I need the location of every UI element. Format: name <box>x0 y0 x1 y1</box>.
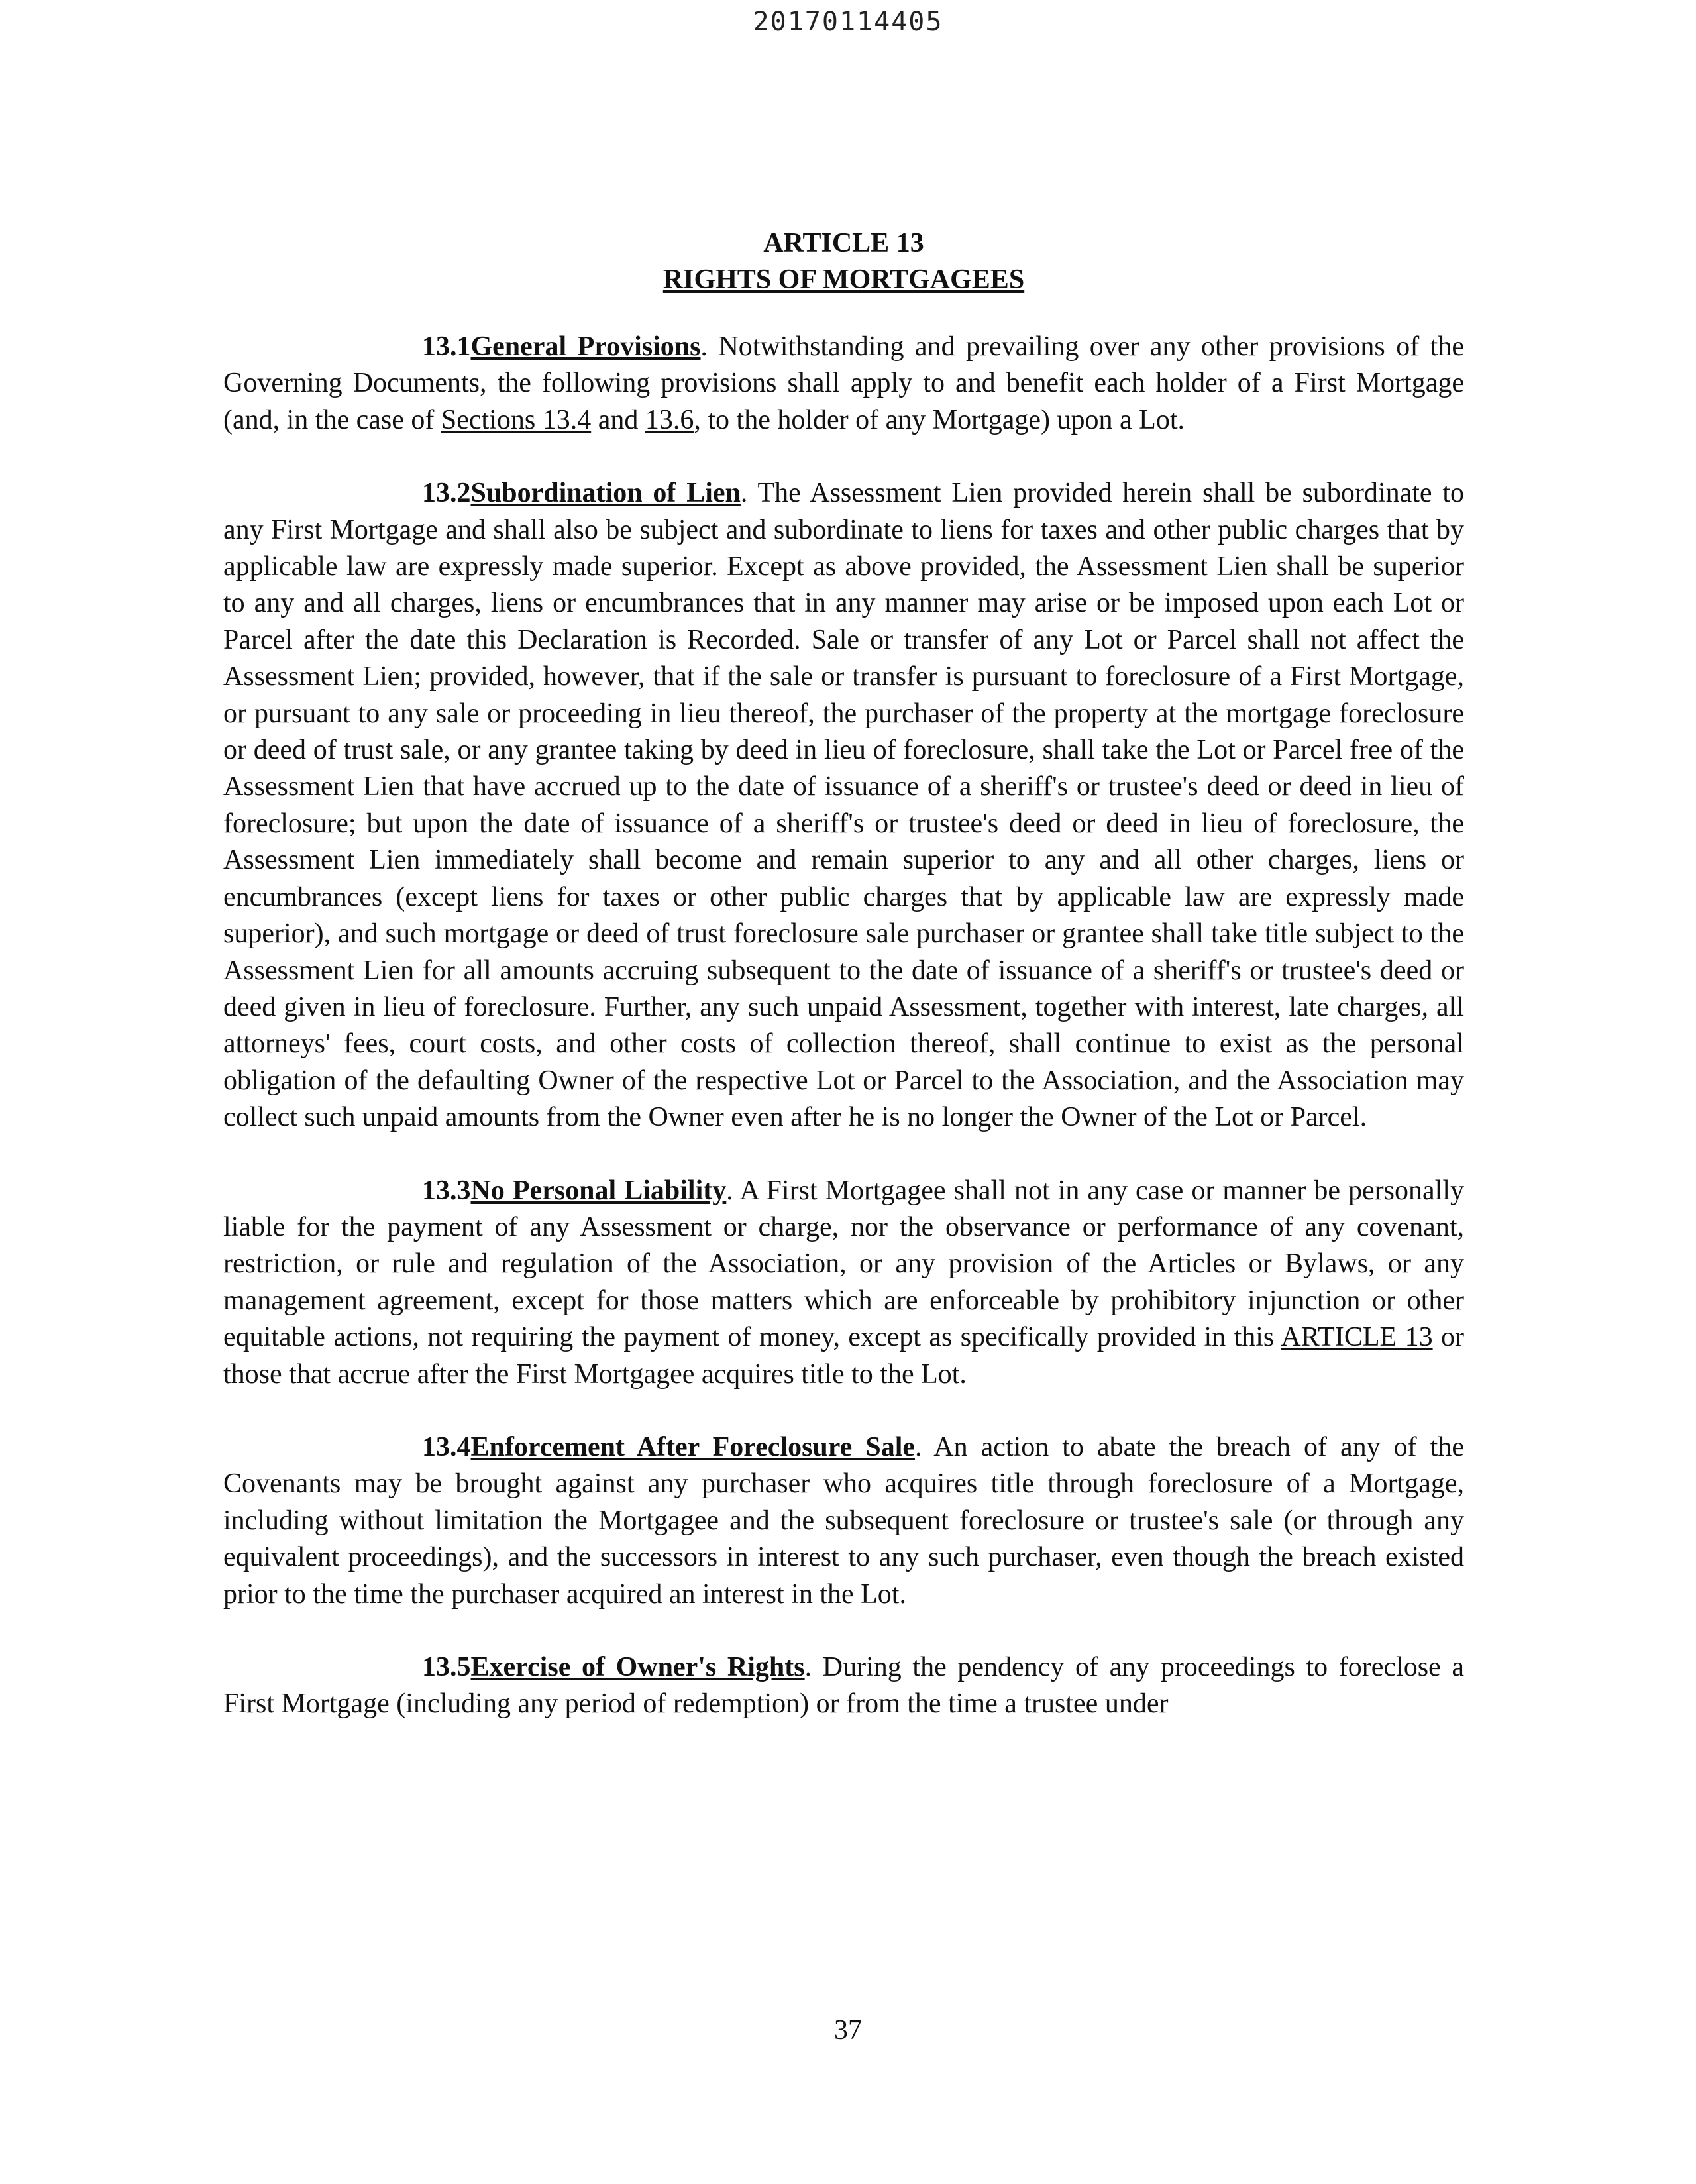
section-text: . A First Mortgagee shall not in any case or manner be personally liable for the payment of any Assessment or charge, nor the observance or performance of any covenant, restriction, or rule and regulation of the Association, or any provision of the Articles or Bylaws, or any management agreement, except for those matters which are enforceable by prohibitory injunction or other equitable actions, not requiring the payment of money, except as specifically provided in this <box>223 1175 1464 1353</box>
spacer <box>223 298 1464 329</box>
section-text: . Notwithstanding and prevailing over any other provisions of the Governing Documents, the following provisions shall apply to and benefit each holder of a First Mortgage (and, in the case of <box>223 331 1464 435</box>
section-title: General Provisions <box>470 331 701 362</box>
section-13-1 <box>223 329 1464 439</box>
section-number: 13.2 <box>422 478 471 509</box>
recording-number: 20170114405 <box>753 7 943 37</box>
article-heading: ARTICLE 13 <box>763 228 924 258</box>
section-text: and <box>591 404 645 435</box>
spacer <box>223 1393 1464 1429</box>
section-number: 13.5 <box>422 1652 471 1682</box>
section-13-4 <box>223 1429 1464 1613</box>
section-reference-link: Sections 13.4 <box>441 404 592 435</box>
section-title: Exercise of Owner's Rights <box>470 1652 805 1682</box>
section-13-5 <box>223 1649 1464 1723</box>
article-title: RIGHTS OF MORTGAGEES <box>662 264 1025 295</box>
section-text: , to the holder of any Mortgage) upon a Lot. <box>694 404 1185 435</box>
section-13-3 <box>223 1173 1464 1393</box>
document-body <box>223 225 1464 1723</box>
section-title: Subordination of Lien <box>470 478 741 509</box>
spacer <box>223 1613 1464 1649</box>
section-text: . The Assessment Lien provided herein shall be subordinate to any First Mortgage and shall also be subject and subordinate to liens for taxes and other public charges that by applicable law are expressly made superior. Except as above provided, the Assessment Lien shall be superior to any and all charges, liens or encumbrances that in any manner may arise or be imposed upon each Lot or Parcel after the date this Declaration is Recorded. Sale or transfer of any Lot or Parcel shall not affect the Assessment Lien; provided, however, that if the sale or transfer is pursuant to foreclosure of a First Mortgage, or pursuant to any sale or proceeding in lieu thereof, the purchaser of the property at the mortgage foreclosure or deed of trust sale, or any grantee taking by deed in lieu of foreclosure, shall take the Lot or Parcel free of the Assessment Lien that have accrued up to the date of issuance of a sheriff's or trustee's deed or deed in lieu of foreclosure; but upon the date of issuance of a sheriff's or trustee's deed or deed in lieu of foreclosure, the Assessment Lien immediately shall become and remain superior to any and all other charges, liens or encumbrances (except liens for taxes or other public charges that by applicable law are expressly made superior), and such mortgage or deed of trust foreclosure sale purchaser or grantee shall take title subject to the Assessment Lien for all amounts accruing subsequent to the date of issuance of a sheriff's or trustee's deed or deed given in lieu of foreclosure. Further, any such unpaid Assessment, together with interest, late charges, all attorneys' fees, court costs, and other costs of collection thereof, shall continue to exist as the personal obligation of the defaulting Owner of the respective Lot or Parcel to the Association, and the Association may collect such unpaid amounts from the Owner even after he is no longer the Owner of the Lot or Parcel. <box>223 478 1464 1133</box>
section-text: . An action to abate the breach of any of the Covenants may be brought against any purchaser who acquires title through foreclosure of a Mortgage, including without limitation the Mortgagee and the subsequent foreclosure or trustee's sale (or through any equivalent proceedings), and the successors in interest to any such purchaser, even though the breach existed prior to the time the purchaser acquired an interest in the Lot. <box>223 1431 1464 1610</box>
section-number: 13.1 <box>422 331 471 362</box>
page-number: 37 <box>834 2015 862 2046</box>
section-reference-link: ARTICLE 13 <box>1281 1322 1433 1353</box>
section-13-2 <box>223 475 1464 1136</box>
section-reference-link: 13.6 <box>645 404 694 435</box>
section-title: No Personal Liability <box>470 1175 727 1206</box>
section-title: Enforcement After Foreclosure Sale <box>470 1431 916 1462</box>
section-text: or those that accrue after the First Mortgagee acquires title to the Lot. <box>223 1322 1464 1390</box>
spacer <box>223 1136 1464 1173</box>
section-number: 13.3 <box>422 1175 471 1206</box>
section-text: . During the pendency of any proceedings to foreclose a First Mortgage (including any period of redemption) or from the time a trustee under <box>223 1652 1464 1720</box>
spacer <box>223 439 1464 475</box>
section-number: 13.4 <box>422 1431 471 1462</box>
